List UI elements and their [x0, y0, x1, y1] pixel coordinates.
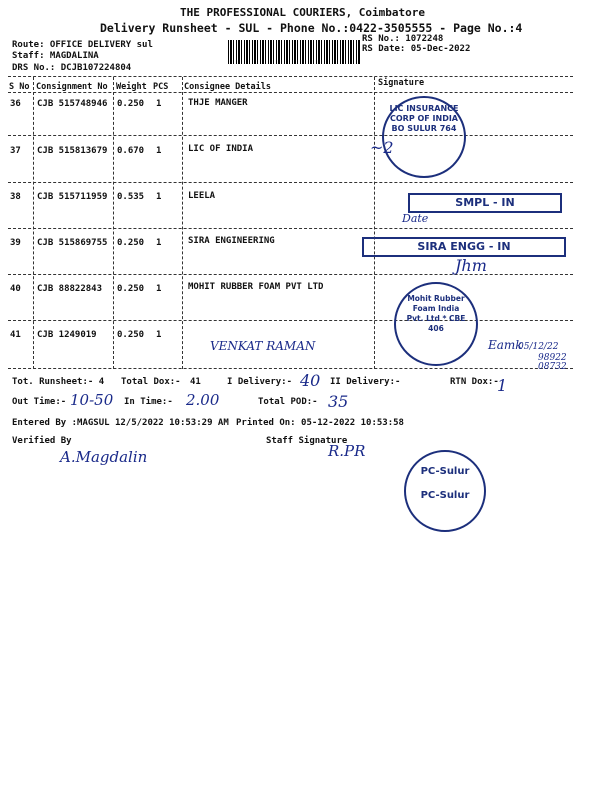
col-sno: S No	[9, 82, 30, 92]
col-divider	[113, 77, 114, 369]
row-pcs: 1	[156, 146, 162, 156]
printed-on: Printed On: 05-12-2022 10:53:58	[236, 418, 404, 428]
row-sno: 36	[10, 99, 21, 109]
table-top-rule	[8, 76, 573, 77]
row-sno: 41	[10, 330, 21, 340]
signature-mark: Jhm	[455, 256, 487, 275]
staff-label: Staff: MAGDALINA	[12, 51, 99, 61]
row-rule	[8, 182, 573, 183]
total-runsheet: Tot. Runsheet:- 4	[12, 377, 105, 387]
row-rule	[8, 228, 573, 229]
row-weight: 0.250	[117, 99, 145, 109]
header-bottom-rule	[8, 92, 573, 93]
row-weight: 0.670	[117, 146, 145, 156]
i-delivery-value: 40	[300, 371, 321, 390]
pc-sulur-stamp	[404, 450, 486, 532]
total-dox-label: Total Dox:-	[121, 377, 181, 387]
row-pcs: 1	[156, 99, 162, 109]
row-sno: 37	[10, 146, 21, 156]
pc-sulur-stamp-text: PC-Sulur PC-Sulur	[420, 466, 470, 501]
staff-signature: R.PR	[328, 442, 366, 460]
rtn-dox-label: RTN Dox:-	[450, 377, 499, 387]
total-pod-label: Total POD:-	[258, 397, 318, 407]
table-bottom-rule	[8, 368, 573, 369]
row-pcs: 1	[156, 330, 162, 340]
row-pcs: 1	[156, 284, 162, 294]
out-time-label: Out Time:-	[12, 397, 67, 407]
row-consignment: CJB 88822843	[37, 284, 103, 294]
row-consignee: THJE MANGER	[188, 98, 248, 108]
row-weight: 0.250	[117, 238, 145, 248]
row-rule	[8, 274, 573, 275]
row-sno: 38	[10, 192, 21, 202]
entered-by: Entered By :MAGSUL 12/5/2022 10:53:29 AM	[12, 418, 229, 428]
row-consignment: CJB 515711959	[37, 192, 108, 202]
drs-label: DRS No.: DCJB107224804	[12, 63, 132, 73]
rs-date: RS Date: 05-Dec-2022	[362, 44, 471, 54]
mohit-stamp	[394, 282, 478, 366]
in-time-value: 2.00	[186, 391, 220, 409]
sira-stamp: SIRA ENGG - IN	[362, 237, 566, 257]
col-signature: Signature	[378, 78, 425, 88]
out-time-value: 10-50	[70, 391, 114, 409]
row-consignee: MOHIT RUBBER FOAM PVT LTD	[188, 282, 324, 292]
lic-stamp-text: LIC INSURANCE CORP OF INDIA BO SULUR 764	[389, 104, 459, 133]
row-consignee: LIC OF INDIA	[188, 144, 254, 154]
signature-mark: ~2	[370, 138, 394, 157]
lic-stamp	[382, 96, 466, 178]
date-mark: Date	[402, 212, 429, 225]
handwritten-phone: 98922 08732	[538, 353, 567, 372]
row-weight: 0.535	[117, 192, 145, 202]
row-sno: 39	[10, 238, 21, 248]
route-label: Route: OFFICE DELIVERY sul	[12, 40, 153, 50]
verified-by-label: Verified By	[12, 436, 72, 446]
barcode	[228, 40, 360, 64]
row-consignment: CJB 515813679	[37, 146, 108, 156]
row-weight: 0.250	[117, 284, 145, 294]
col-divider	[33, 77, 34, 369]
row-consignee: LEELA	[188, 191, 216, 201]
verified-signature: A.Magdalin	[60, 448, 148, 466]
in-time-label: In Time:-	[124, 397, 173, 407]
row-rule	[8, 135, 573, 136]
signature-mark: Eamk	[488, 338, 523, 352]
row-pcs: 1	[156, 192, 162, 202]
rs-number: RS No.: 1072248	[362, 34, 444, 44]
staff-signature-label: Staff Signature	[266, 436, 348, 446]
col-consignee: Consignee Details	[184, 82, 271, 92]
total-dox-value: 41	[190, 377, 201, 387]
rtn-dox-value: 1	[497, 376, 508, 395]
handwritten-date: 05/12/22	[518, 342, 559, 352]
col-divider	[182, 77, 183, 369]
mohit-stamp-text: Mohit Rubber Foam India Pvt. Ltd * CBE 406	[406, 294, 466, 333]
ii-delivery-label: II Delivery:-	[330, 377, 401, 387]
row-rule	[8, 320, 573, 321]
row-consignment: CJB 1249019	[37, 330, 97, 340]
col-divider	[374, 77, 375, 369]
col-consignment: Consignment No	[36, 82, 108, 92]
runsheet-subtitle: Delivery Runsheet - SUL - Phone No.:0422-3505555 - Page No.:4	[100, 21, 523, 35]
total-pod-value: 35	[328, 392, 349, 411]
company-title: THE PROFESSIONAL COURIERS, Coimbatore	[180, 6, 426, 19]
row-sno: 40	[10, 284, 21, 294]
row-consignment: CJB 515748946	[37, 99, 108, 109]
handwritten-name: VENKAT RAMAN	[210, 339, 316, 353]
smpl-stamp: SMPL - IN	[408, 193, 562, 213]
row-consignment: CJB 515869755	[37, 238, 108, 248]
row-pcs: 1	[156, 238, 162, 248]
row-consignee: SIRA ENGINEERING	[188, 236, 275, 246]
i-delivery-label: I Delivery:-	[227, 377, 293, 387]
col-weight: Weight	[116, 82, 147, 92]
col-pcs: PCS	[153, 82, 169, 92]
row-weight: 0.250	[117, 330, 145, 340]
